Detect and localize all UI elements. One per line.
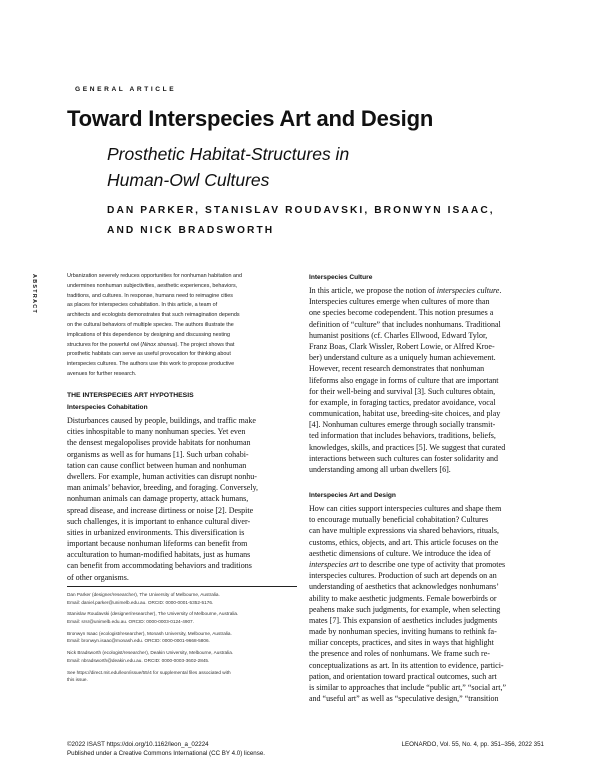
body-line: peahens make such judgments, for example, when selecting xyxy=(309,604,501,614)
body-line: cities inhospitable to many nonhuman species. Yet even xyxy=(67,427,246,437)
body-line: acculturation to human-modified habitats, just as humans xyxy=(67,550,251,560)
footnote-line: Dan Parker (designer/researcher), The University of Melbourne, Australia. xyxy=(67,592,220,597)
body-line: sities in urbanized environments. This diversification is xyxy=(67,527,245,537)
body-text-left xyxy=(67,415,299,583)
authors-line-2: AND NICK BRADSWORTH xyxy=(107,225,275,236)
abstract-line: undermines nonhuman subjectivities, aesthetic experiences, behaviors, xyxy=(67,282,238,289)
abstract-line: as places for interspecies cohabitation. In this article, a team of xyxy=(67,302,218,309)
license-note: Published under a Creative Commons International (CC BY 4.0) license. xyxy=(67,749,265,757)
body-line: interspecies cultures. Production of such art depends on an xyxy=(309,571,497,581)
footnote-line: Email: daniel.parker@unimelb.edu.au. ORCID: 0000-0001-5352-5176. xyxy=(67,599,214,605)
section-heading: THE INTERSPECIES ART HYPOTHESIS xyxy=(67,392,194,399)
footnote-block xyxy=(67,669,299,684)
footnote-line: Email: bronwyn.isaac@monash.edu. ORCID: 0000-0001-9668-5806. xyxy=(67,638,210,644)
journal-citation-footer: LEONARDO, Vol. 55, No. 4, pp. 351–356, 2022 351 xyxy=(401,741,544,748)
body-line: aesthetic dimensions of culture. We introduce the idea of xyxy=(309,548,491,558)
footnote-line: Email: nbradsworth@deakin.edu.au. ORCID: 0000-0003-3602-2845. xyxy=(67,657,210,663)
author-footnotes xyxy=(67,591,299,688)
body-line: definition of “culture” that includes nonhumans. Traditional xyxy=(309,319,501,329)
body-line: of other organisms. xyxy=(67,572,129,582)
body-text-right-2 xyxy=(309,503,541,704)
body-line: is similar to approaches that include “public art,” “social art,” xyxy=(309,683,507,692)
body-line: the presence and roles of nonhumans. We frame such re- xyxy=(309,649,490,659)
body-line: conceptualizations as art. In its attention to evidence, partici- xyxy=(309,660,504,670)
body-line: the densest megalopolises provide habitats for nonhuman xyxy=(67,438,251,448)
footnote-line: Bronwyn Isaac (ecologist/researcher), Monash University, Melbourne, Australia. xyxy=(67,630,232,636)
body-line: and “useful art” as well as “speculative design,” “transition xyxy=(309,694,499,704)
footnote-line: See https://direct.mit.edu/leon/issue/55/4 for supplemental files associated with xyxy=(67,669,231,675)
body-line: How can cities support interspecies cultures and shape them xyxy=(309,504,502,513)
abstract-line: avenues for further research. xyxy=(67,370,137,377)
article-subtitle-line-2: Human-Owl Cultures xyxy=(107,170,270,190)
body-line: knowledges, skills, and practices [5]. We suggest that curated xyxy=(309,442,506,452)
body-line: nonhuman animals can damage property, attack humans, xyxy=(67,494,249,504)
body-line: In this article, we propose the notion of interspecies culture. xyxy=(309,286,502,295)
body-line: organisms as well as for humans [1]. Such urban cohabi- xyxy=(67,449,249,459)
body-line: mates [7]. This expansion of aesthetics includes judgments xyxy=(309,615,498,625)
footnote-line: Email: srsr@unimelb.edu.au. ORCID: 0000-0003-0124-4907. xyxy=(67,618,194,624)
body-line: such challenges, it is important to enhance cultural diver- xyxy=(67,516,251,526)
body-line: miliar concepts, practices, and sites in ways that highlight xyxy=(309,638,494,648)
abstract-line: on the cultural behaviors of multiple species. The authors illustrate the xyxy=(67,321,234,328)
body-line: understanding of aesthetics that acknowledges nonhumans’ xyxy=(309,582,499,592)
copyright-doi: ©2022 ISAST https://doi.org/10.1162/leon_a_02224 xyxy=(67,741,209,748)
authors-line-1: DAN PARKER, STANISLAV ROUDAVSKI, BRONWYN ISAAC, xyxy=(107,205,495,216)
body-line: ability to make aesthetic judgments. Female bowerbirds or xyxy=(309,593,497,603)
footnote-line: Nick Bradsworth (ecologist/researcher), Deakin University, Melbourne, Australia. xyxy=(67,650,234,656)
abstract-line: Urbanization severely reduces opportunities for nonhuman habitation and xyxy=(67,273,243,279)
body-line: However, recent research demonstrates that nonhuman xyxy=(309,364,485,374)
article-title: Toward Interspecies Art and Design xyxy=(67,106,434,131)
body-line: tation can cause conflict between human and nonhuman xyxy=(67,460,247,470)
article-subtitle-line-1: Prosthetic Habitat-Structures in xyxy=(107,144,350,164)
subheading-interspecies-cohabitation: Interspecies Cohabitation xyxy=(67,404,148,411)
body-line: ber) understand culture as a uniquely human achievement. xyxy=(309,353,496,363)
body-line: spread disease, and increase dirtiness or noise [2]. Despite xyxy=(67,505,254,515)
body-line: Franz Boas, Clark Wissler, Robert Lowie, or Alfred Kroe- xyxy=(309,341,495,351)
body-line: for example, in foraging tactics, predator avoidance, vocal xyxy=(309,397,496,407)
body-line: for their well-being and survival [3]. Such cultures obtain, xyxy=(309,386,496,396)
body-line: communication, habitat use, breeding-site choices, and play xyxy=(309,409,501,419)
body-line: humanist positions (cf. Charles Ellwood, Edward Tylor, xyxy=(309,330,488,340)
body-line: one species become codependent. This notion presumes a xyxy=(309,308,494,318)
body-text-right-1 xyxy=(309,285,541,475)
body-line: made by nonhuman species, inviting humans to rethink fa- xyxy=(309,627,497,637)
body-line: man animals’ behavior, breeding, and foraging. Conversely, xyxy=(67,483,258,493)
footnote-block xyxy=(67,649,299,664)
abstract-line: architects and ecologists demonstrates that such reimagination depends xyxy=(67,312,240,319)
body-line: can have multiple expressions via shared behaviors, rituals, xyxy=(309,526,499,536)
abstract-line: interspecies cultures. The authors use this work to propose productive xyxy=(67,361,235,368)
footnote-line: Stanislav Roudavski (designer/researcher), The University of Melbourne, Australia. xyxy=(67,611,239,617)
body-line: important because nonhuman lifeforms can benefit from xyxy=(67,539,248,549)
abstract-line: prosthetic habitats can serve as useful provocation for thinking about xyxy=(67,351,231,358)
body-line: understanding among all urban dwellers [6]. xyxy=(309,465,451,474)
body-line: dwellers. For example, human activities can disrupt nonhu- xyxy=(67,471,257,481)
footnote-line: this issue. xyxy=(67,677,88,683)
body-line: to encourage mutually beneficial cohabitation? Cultures xyxy=(309,515,489,525)
subheading-interspecies-art-and-design: Interspecies Art and Design xyxy=(309,492,396,499)
body-line: can benefit from accommodating behaviors and traditions xyxy=(67,561,252,571)
body-line: ted information that includes behaviors, traditions, beliefs, xyxy=(309,431,496,441)
body-line: interactions between such cultures can foster solidarity and xyxy=(309,453,499,463)
body-line: lifeforms also engage in forms of culture that are important xyxy=(309,375,499,385)
body-line: pation, and orientation toward practical outcomes, such art xyxy=(309,671,497,681)
body-line: [4]. Nonhuman cultures emerge through socially transmit- xyxy=(309,420,496,430)
body-line: interspecies art to describe one type of activity that promotes xyxy=(309,559,506,569)
abstract-side-label: ABSTRACT xyxy=(31,274,37,315)
body-line: customs, ethics, objects, and art. This article focuses on the xyxy=(309,537,499,547)
footnote-block xyxy=(67,610,299,625)
abstract-line: structures for the powerful owl (Ninox strenua). The project shows that xyxy=(67,341,235,348)
article-type-label: GENERAL ARTICLE xyxy=(75,86,177,93)
copyright-footer xyxy=(67,741,265,758)
abstract-line: traditions, and cultures. In response, humans need to reimagine cities xyxy=(67,292,234,299)
abstract-text xyxy=(67,272,295,380)
subheading-interspecies-culture: Interspecies Culture xyxy=(309,274,373,281)
body-line: Interspecies cultures emerge when cultures of more than xyxy=(309,297,490,307)
footnote-divider xyxy=(67,586,297,587)
body-line: Disturbances caused by people, buildings, and traffic make xyxy=(67,416,256,425)
footnote-block xyxy=(67,591,299,606)
footnote-block xyxy=(67,630,299,645)
abstract-line: implications of this dependence by designing and discussing nesting xyxy=(67,331,231,338)
